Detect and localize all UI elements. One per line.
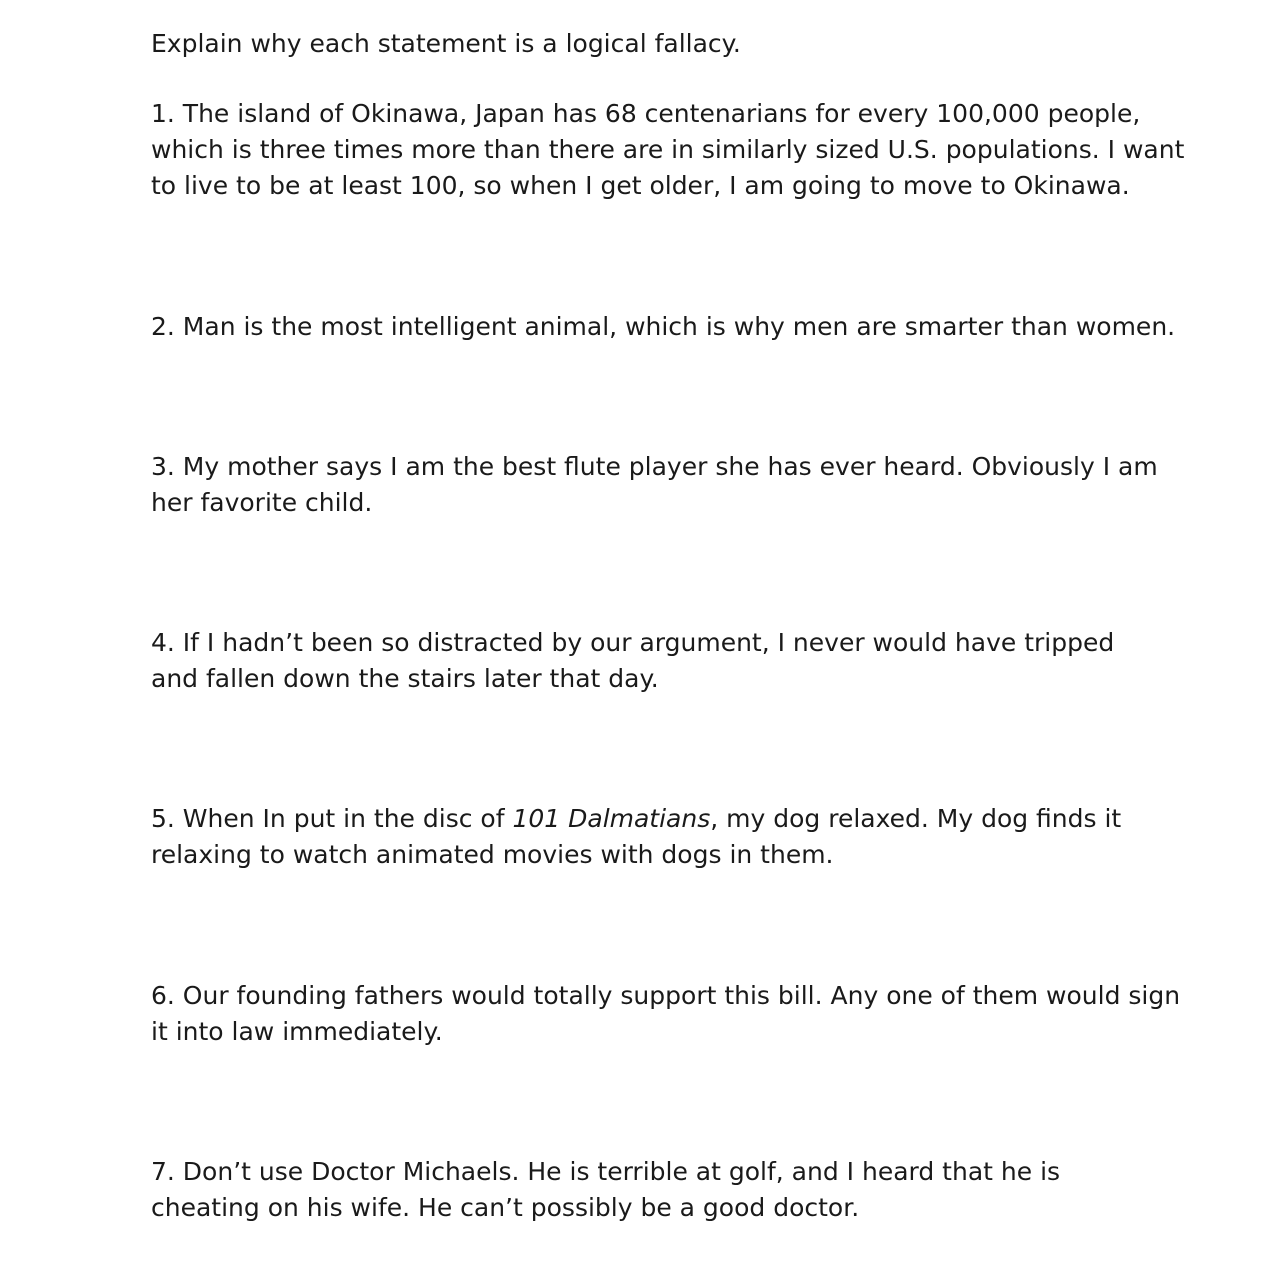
statement-5-text-before-title: 5. When In put in the disc of <box>151 804 513 833</box>
instructions-heading: Explain why each statement is a logical fallacy. <box>151 29 741 58</box>
statement-1-line-3: to live to be at least 100, so when I get older, I am going to move to Okinawa. <box>151 171 1130 200</box>
statement-4-line-1: 4. If I hadn’t been so distracted by our argument, I never would have tripped <box>151 628 1115 657</box>
statement-4-line-2: and fallen down the stairs later that day. <box>151 664 659 693</box>
statement-6-line-2: it into law immediately. <box>151 1017 443 1046</box>
statement-6-line-1: 6. Our founding fathers would totally support this bill. Any one of them would sign <box>151 981 1181 1010</box>
statement-5-line-1 <box>151 801 1151 837</box>
statement-7-line-2: cheating on his wife. He can’t possibly be a good doctor. <box>151 1193 860 1222</box>
statement-3 <box>151 449 1158 521</box>
statement-1 <box>151 96 1185 204</box>
statement-2 <box>151 309 1176 345</box>
statement-3-line-1: 3. My mother says I am the best flute player she has ever heard. Obviously I am <box>151 452 1158 481</box>
statement-7-line-1: 7. Don’t use Doctor Michaels. He is terrible at golf, and I heard that he is <box>151 1157 1061 1186</box>
statement-1-line-1: 1. The island of Okinawa, Japan has 68 centenarians for every 100,000 people, <box>151 99 1141 128</box>
statement-4 <box>151 625 1151 697</box>
statement-2-line-1: 2. Man is the most intelligent animal, which is why men are smarter than women. <box>151 312 1176 341</box>
statement-5-movie-title: 101 Dalmatians <box>512 804 711 833</box>
statement-3-line-2: her favorite child. <box>151 488 373 517</box>
statement-1-line-2: which is three times more than there are in similarly sized U.S. populations. I want <box>151 135 1185 164</box>
statement-5-text-after-title: , my dog relaxed. My dog finds it <box>710 804 1122 833</box>
statement-5 <box>151 801 1151 873</box>
statement-5-line-2: relaxing to watch animated movies with dogs in them. <box>151 840 834 869</box>
statement-6 <box>151 978 1181 1050</box>
statement-7 <box>151 1154 1151 1226</box>
